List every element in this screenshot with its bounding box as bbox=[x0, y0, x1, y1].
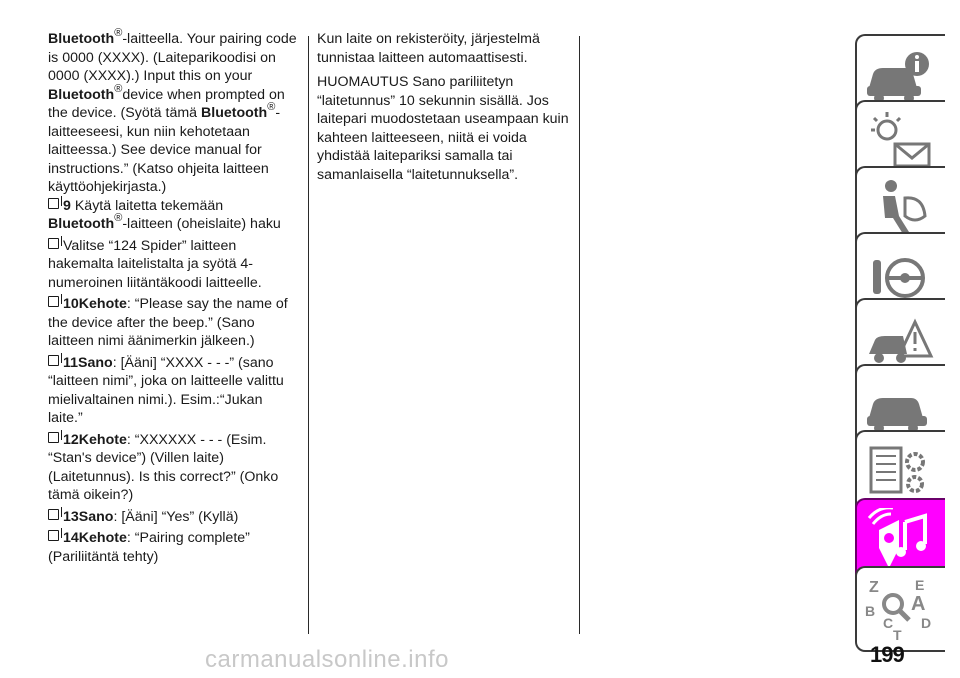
watermark: carmanualsonline.info bbox=[205, 646, 449, 673]
huomautus-note: HUOMAUTUS Sano pariliitetyn “laitetunnus” 10 sekunnin sisällä. Jos laitepari muodostetaan useampaan kuin kahteen laitteeseen, niitä ei voida yhdistää laitepariksi samalla tai samanlaisella “laitetunnuksella”. bbox=[317, 74, 569, 183]
registered-mark: ® bbox=[114, 82, 123, 95]
technical-data-icon bbox=[865, 440, 935, 506]
step-text: Käytä laitetta tekemään bbox=[74, 197, 224, 214]
bluetooth-term: Bluetooth bbox=[48, 86, 115, 103]
bluetooth-term: Bluetooth bbox=[201, 105, 268, 121]
page-number: 199 bbox=[870, 642, 904, 667]
step-label: 13Sano bbox=[63, 508, 114, 525]
right-column bbox=[317, 30, 572, 184]
left-column bbox=[48, 27, 300, 566]
index-letter: E bbox=[915, 577, 925, 593]
step-marker-icon bbox=[48, 238, 59, 249]
index-letter: Z bbox=[869, 579, 879, 596]
index-letter: A bbox=[911, 593, 926, 615]
pairing-code-text: device when prompted on the device. (Syötä tämä bbox=[48, 86, 285, 121]
step-13 bbox=[48, 508, 300, 527]
step-marker-icon bbox=[48, 432, 59, 443]
registered-mark: ® bbox=[114, 212, 123, 225]
index-letter: C bbox=[883, 615, 894, 631]
step-10 bbox=[48, 295, 300, 351]
step-marker-icon bbox=[48, 198, 59, 209]
column-divider-left bbox=[308, 36, 309, 634]
step-text: Valitse “124 Spider” laitteen hakemalta laitelistalta ja syötä 4-numeroinen liitäntäkoodi laitteelle. bbox=[48, 237, 262, 291]
pairing-code-paragraph bbox=[48, 27, 300, 197]
multimedia-icon bbox=[865, 508, 935, 574]
step-12 bbox=[48, 431, 300, 505]
index-letter: D bbox=[921, 615, 932, 631]
pairing-code-text: -laitteella. Your pairing code is 0000 (XXXX). (Laiteparikoodisi on 0000 (XXXX).) Input this on your bbox=[48, 31, 297, 84]
step-text: -laitteen (oheislaite) haku bbox=[122, 216, 281, 232]
registered-mark: ® bbox=[114, 27, 123, 40]
index-letter: B bbox=[865, 603, 876, 619]
step-text: : “Pairing complete” (Pariliitäntä tehty) bbox=[48, 530, 250, 565]
registered-mark: ® bbox=[267, 101, 276, 114]
step-text: : “Please say the name of the device after the beep.” (Sano laitteen nimi äänimerkin jälkeen.) bbox=[48, 296, 288, 349]
step-number: 9 bbox=[63, 197, 71, 214]
tab-index[interactable] bbox=[855, 566, 945, 652]
bluetooth-term: Bluetooth bbox=[48, 31, 115, 47]
step-11 bbox=[48, 354, 300, 428]
step-14 bbox=[48, 529, 300, 566]
index-icon bbox=[865, 576, 935, 642]
step-label: 10Kehote bbox=[63, 296, 127, 312]
step-9 bbox=[48, 197, 300, 234]
step-text: : “XXXXXX - - - (Esim. “Stan's device”) (Villen laite) (Laitetunnus). Is this correct?” (Onko tämä oikein?) bbox=[48, 431, 279, 503]
step-marker-icon bbox=[48, 296, 59, 307]
bluetooth-term: Bluetooth bbox=[48, 216, 115, 232]
step-marker-icon bbox=[48, 355, 59, 366]
step-label: 11Sano bbox=[63, 354, 113, 371]
step-label: 12Kehote bbox=[63, 431, 127, 448]
pairing-code-text: -laitteeseesi, kun niin kehotetaan laitteessa.) See device manual for instructions.” (Katso ohjeita laitteen käyttöohjekirjasta.) bbox=[48, 105, 281, 195]
step-label: 14Kehote bbox=[63, 530, 127, 546]
step-text: : [Ääni] “XXXX - - -” (sano “laitteen nimi”, joka on laitteelle valittu mielivaltainen nimi.). Esim.:“Jukan laite.” bbox=[48, 354, 284, 426]
index-letter: T bbox=[893, 627, 902, 642]
registered-note: Kun laite on rekisteröity, järjestelmä tunnistaa laitteen automaattisesti. bbox=[317, 31, 540, 66]
step-marker-icon bbox=[48, 509, 59, 520]
step-text: : [Ääni] “Yes” (Kyllä) bbox=[113, 508, 239, 525]
step-marker-icon bbox=[48, 530, 59, 541]
column-divider-right bbox=[579, 36, 580, 634]
select-device-step bbox=[48, 237, 300, 293]
